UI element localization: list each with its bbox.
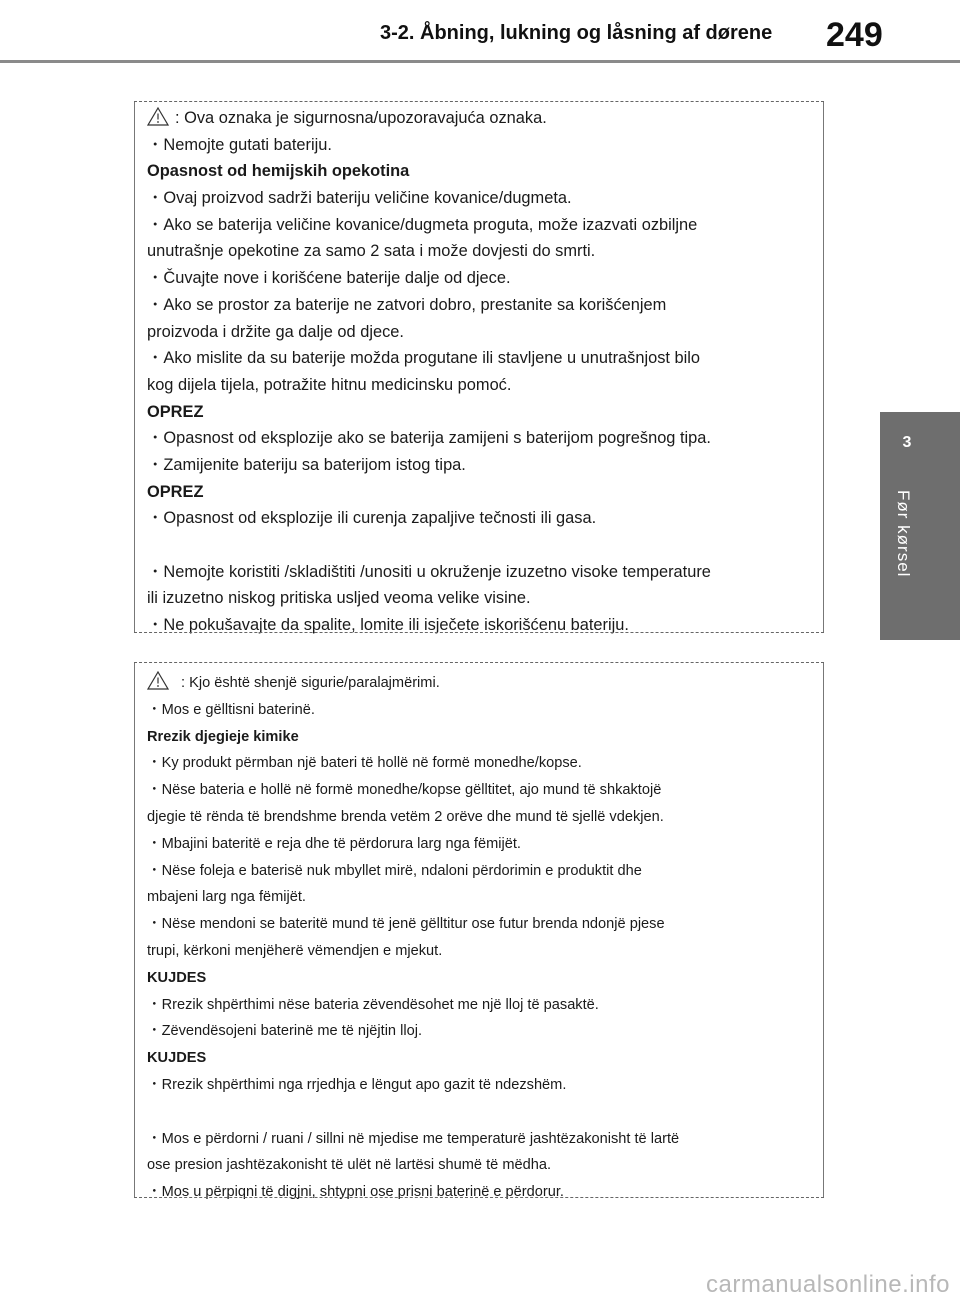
- text-line: ・Opasnost od eksplozije ili curenja zapaljive tečnosti ili gasa.: [147, 509, 597, 528]
- text-line: ・Zëvendësojeni baterinë me të njëjtin lloj.: [147, 1023, 423, 1040]
- text-line: proizvoda i držite ga dalje od djece.: [147, 322, 404, 341]
- text-line: ・Mos e gëlltisni baterinë.: [147, 701, 315, 718]
- text-line: ・Ne pokušavajte da spalite, lomite ili isječete iskorišćenu bateriju.: [147, 616, 629, 635]
- text-line: ・Ako se baterija veličine kovanice/dugmeta proguta, može izazvati ozbiljne: [147, 215, 698, 234]
- chapter-name: Før kørsel: [894, 490, 913, 578]
- chapter-number: 3: [902, 434, 912, 451]
- blank-line: [147, 532, 823, 559]
- chapter-tab[interactable]: [880, 412, 960, 640]
- watermark: carmanualsonline.info: [706, 1271, 950, 1298]
- text-heading: Opasnost od hemijskih opekotina: [147, 162, 410, 181]
- text-line: ・Mos u përpiqni të digjni, shtypni ose prisni baterinë e përdorur.: [147, 1184, 564, 1201]
- text-line: ・Nemojte koristiti /skladištiti /unositi u okruženje izuzetno visoke temperature: [147, 562, 711, 581]
- text-line: ・Nëse foleja e baterisë nuk mbyllet mirë, ndaloni përdorimin e produktit dhe: [147, 862, 642, 879]
- text-line: ・Nëse mendoni se bateritë mund të jenë gëlltitur ose futur brenda ndonjë pjese: [147, 916, 665, 933]
- warning-triangle-icon: [147, 107, 169, 135]
- text-line: ・Opasnost od eksplozije ako se baterija zamijeni s baterijom pogrešnog tipa.: [147, 429, 711, 448]
- warning-symbol-line: [147, 105, 823, 132]
- text-line: djegie të rënda të brendshme brenda vetëm 2 orëve dhe mund të sjellë vdekjen.: [147, 808, 664, 825]
- text-line: trupi, kërkoni menjëherë vëmendjen e mjekut.: [147, 942, 443, 959]
- text-line: ・Ako mislite da su baterije možda progutane ili stavljene u unutrašnjost bilo: [147, 349, 701, 368]
- text-line: kog dijela tijela, potražite hitnu medicinsku pomoć.: [147, 375, 512, 394]
- warning-symbol-text: : Kjo është shenjë sigurie/paralajmërimi.: [181, 675, 440, 691]
- page-number: 249: [826, 16, 883, 54]
- text-line: ・Nëse bateria e hollë në formë monedhe/kopse gëlltitet, ajo mund të shkaktojë: [147, 782, 662, 799]
- text-heading: OPREZ: [147, 482, 204, 501]
- warning-symbol-text: : Ova oznaka je sigurnosna/upozoravajuća oznaka.: [175, 109, 547, 127]
- text-line: ・Mos e përdorni / ruani / sillni në mjedise me temperaturë jashtëzakonisht të lartë: [147, 1130, 680, 1147]
- text-heading: KUJDES: [147, 969, 207, 986]
- text-line: unutrašnje opekotine za samo 2 sata i može dovjesti do smrti.: [147, 242, 596, 261]
- text-line: ・Rrezik shpërthimi nëse bateria zëvendësohet me një lloj të pasaktë.: [147, 996, 599, 1013]
- text-line: ・Nemojte gutati bateriju.: [147, 135, 332, 154]
- text-line: mbajeni larg nga fëmijët.: [147, 889, 306, 906]
- text-line: ・Ovaj proizvod sadrži bateriju veličine kovanice/dugmeta.: [147, 189, 572, 208]
- text-line: ・Mbajini bateritë e reja dhe të përdorura larg nga fëmijët.: [147, 835, 521, 852]
- text-line: ・Čuvajte nove i korišćene baterije dalje od djece.: [147, 269, 511, 288]
- text-line: ・Rrezik shpërthimi nga rrjedhja e lëngut apo gazit të ndezshëm.: [147, 1076, 567, 1093]
- text-heading: OPREZ: [147, 402, 204, 421]
- text-line: ose presion jashtëzakonisht të ulët në lartësi shumë të mëdha.: [147, 1157, 551, 1174]
- text-heading: Rrezik djegieje kimike: [147, 728, 299, 745]
- warning-triangle-icon: [147, 671, 169, 700]
- section-title: 3-2. Åbning, lukning og låsning af dørene: [380, 22, 773, 44]
- warning-box-albanian: [134, 662, 824, 1201]
- text-line: ・Zamijenite bateriju sa baterijom istog tipa.: [147, 455, 466, 474]
- text-heading: KUJDES: [147, 1050, 207, 1067]
- blank-line: [147, 1099, 823, 1126]
- header-divider: [0, 60, 960, 63]
- text-line: ili izuzetno niskog pritiska usljed veoma velike visine.: [147, 589, 531, 608]
- warning-symbol-line: [147, 670, 823, 697]
- text-line: ・Ky produkt përmban një bateri të hollë në formë monedhe/kopse.: [147, 755, 582, 772]
- text-line: ・Ako se prostor za baterije ne zatvori dobro, prestanite sa korišćenjem: [147, 295, 667, 314]
- warning-box-bosnian: [134, 101, 824, 633]
